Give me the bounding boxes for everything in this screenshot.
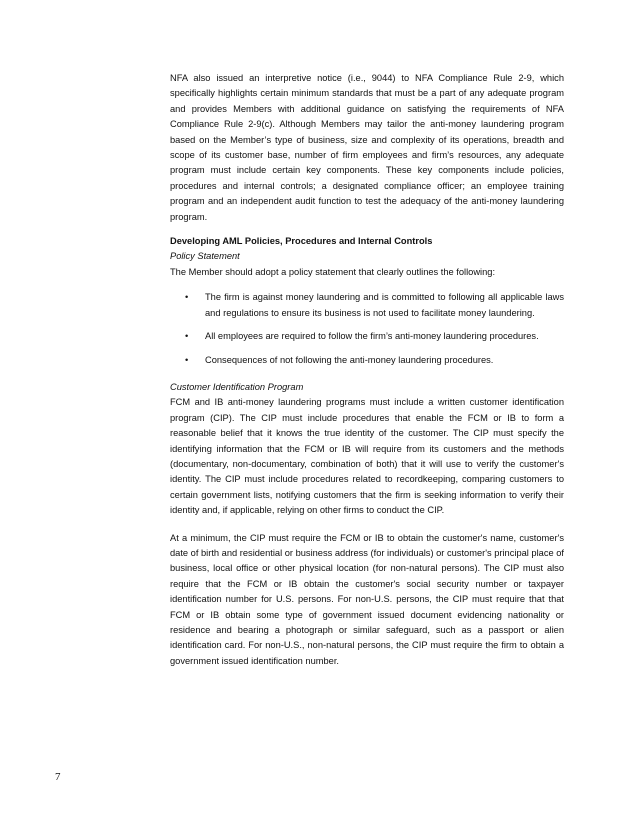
list-item bbox=[185, 329, 564, 344]
document-body bbox=[170, 71, 564, 669]
bullet-icon: • bbox=[185, 292, 189, 303]
list-item-text: Consequences of not following the anti-money laundering procedures. bbox=[205, 354, 494, 365]
list-item bbox=[185, 290, 564, 321]
list-item-text: All employees are required to follow the firm’s anti-money laundering procedures. bbox=[205, 331, 539, 342]
policy-bullet-list bbox=[170, 290, 564, 368]
bullet-icon: • bbox=[185, 331, 189, 342]
policy-subheading: Policy Statement bbox=[170, 251, 240, 262]
bullet-icon: • bbox=[185, 354, 189, 365]
cip-paragraph-1: FCM and IB anti-money laundering programs must include a written customer identification program (CIP). The CIP must include procedures that enable the FCM or IB to form a reasonable belief that it knows the true identity of the customer. The CIP must specify the identifying information that the FCM or IB will require from its customers and the methods (documentary, non-documentary, combination of both) that it will use to verify the customer's identity. The CIP must include procedures related to recordkeeping, comparing customers to certain government lists, notifying customers that the firm is seeking information to verify their identity and, if applicable, relying on other firms to conduct the CIP. bbox=[170, 397, 564, 516]
policy-intro: The Member should adopt a policy statement that clearly outlines the following: bbox=[170, 266, 496, 277]
list-item-text: The firm is against money laundering and is committed to following all applicable laws and regulations to ensure its business is not used to facilitate money laundering. bbox=[205, 292, 564, 318]
cip-paragraph-2: At a minimum, the CIP must require the FCM or IB to obtain the customer's name, customer's date of birth and residential or business address (for individuals) or customer's principal place of business, local office or other physical location (for non-natural persons). The CIP must also require that the FCM or IB obtain the customer's social security number or taxpayer identification number for U.S. persons. For non-U.S. persons, the CIP must require that that FCM or IB obtain some type of government issued document evidencing nationality or residence and bearing a photograph or similar safeguard, such as a passport or alien identification card. For non-U.S., non-natural persons, the CIP must require the firm to obtain a government issued identification number. bbox=[170, 532, 564, 666]
page-number: 7 bbox=[55, 771, 61, 783]
intro-paragraph: NFA also issued an interpretive notice (i.e., 9044) to NFA Compliance Rule 2-9, which specifically highlights certain minimum standards that must be a part of any adequate program and provides Members with additional guidance on satisfying the requirements of NFA Compliance Rule 2-9(c). Although Members may tailor the anti-money laundering program based on the Member’s type of business, size and complexity of its operations, breadth and scope of its customer base, number of firm employees and firm’s resources, any adequate program must include certain key components. These key components include policies, procedures and internal controls; a designated compliance officer; an employee training program and an independent audit function to test the adequacy of the anti-money laundering program. bbox=[170, 73, 564, 222]
section-heading: Developing AML Policies, Procedures and Internal Controls bbox=[170, 236, 433, 247]
list-item bbox=[185, 353, 564, 368]
cip-subheading: Customer Identification Program bbox=[170, 381, 304, 392]
